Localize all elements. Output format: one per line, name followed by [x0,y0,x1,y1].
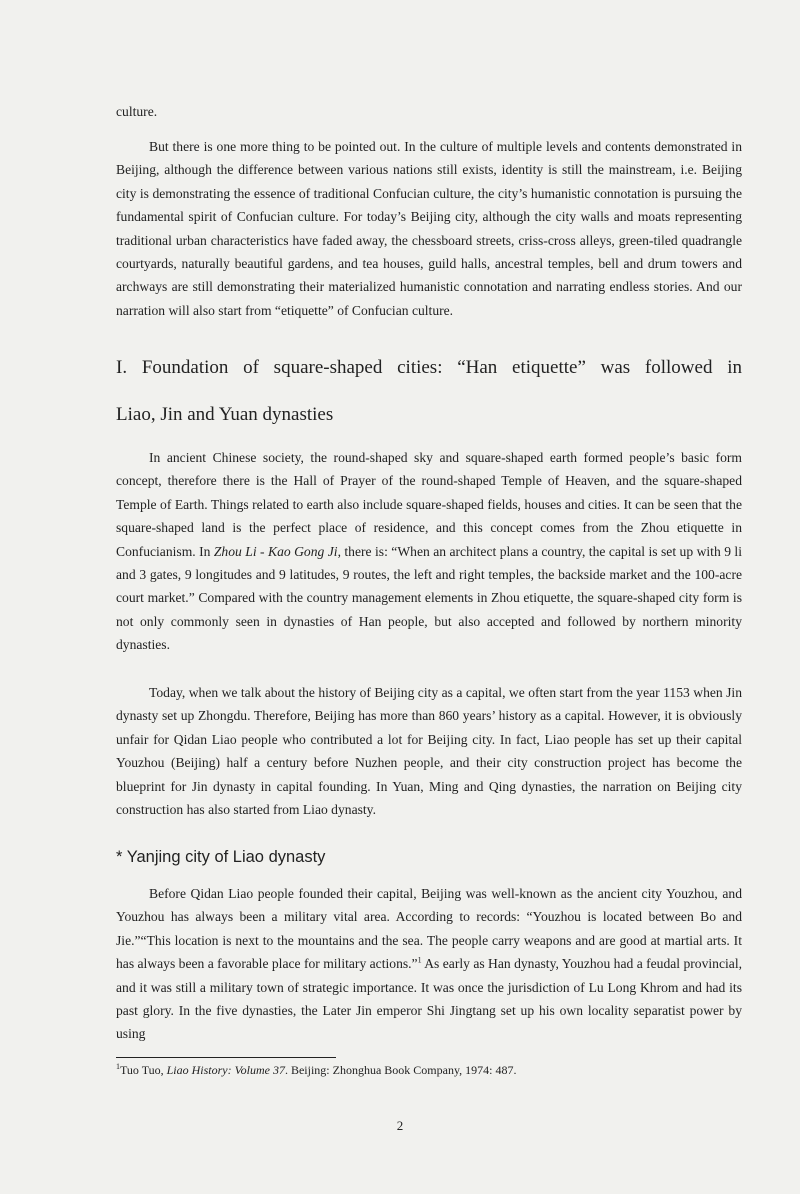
paragraph-block-3 [116,681,742,821]
paragraph-4-part-b: As early as Han dynasty, Youzhou had a feudal provincial, and it was still a military town of strategic importance. It was once the jurisdiction of Lu Long Khrom and had its past glory. In the five dynasties, the Later Jin emperor Shi Jingtang set up his own locality separatist power by using [116,956,742,1042]
footnote-text-b: . Beijing: Zhonghua Book Company, 1974: 487. [284,1063,517,1077]
page-number: 2 [396,1118,404,1133]
paragraph-1: But there is one more thing to be pointed out. In the culture of multiple levels and contents demonstrated in Beijing, although the difference between various nations still exists, identity is still the mainstream, i.e. Beijing city is demonstrating the essence of traditional Confucian culture, the city’s humanistic connotation is pursuing the fundamental spirit of Confucian culture. For today’s Beijing city, although the city walls and moats representing traditional urban characteristics have faded away, the chessboard streets, criss-cross alleys, green-tiled quadrangle courtyards, naturally beautiful gardens, and tea houses, guild halls, ancestral temples, bell and drum towers and archways are still demonstrating their materialized humanistic connotation and narrating endless stories. And our narration will also start from “etiquette” of Confucian culture. [116,139,742,318]
paragraph-4-part-a: Before Qidan Liao people founded their capital, Beijing was well-known as the ancient city Youzhou, and Youzhou has always been a military vital area. According to records: “Youzhou is located between Bo and Jie.”“This location is next to the mountains and the sea. The people carry weapons and are good at martial arts. It has always been a favorable place for military actions.” [116,886,742,972]
paragraph-continuation: culture. [116,104,158,119]
paragraph-2-part-a: In ancient Chinese society, the round-shaped sky and square-shaped earth formed people’s basic form concept, therefore there is the Hall of Prayer of the round-shaped Temple of Heaven, and the square-shaped Temple of Earth. Things related to earth also include square-shaped fields, houses and cities. It can be seen that the square-shaped land is the perfect place of residence, and this concept comes from the Zhou etiquette in Confucianism. In [116,450,742,559]
paragraph-block-1 [116,135,742,322]
footnote-reference: 1 [417,955,422,965]
section-heading-line-1: I. Foundation of square-shaped cities: “Han etiquette” was followed in [116,357,742,378]
paragraph-block-2 [116,446,742,657]
paragraph-block-4 [116,882,742,1046]
paragraph-2-italic-title: Zhou Li - Kao Gong Ji [213,543,338,559]
footnote-mark: 1 [116,1062,120,1071]
paragraph-4 [116,882,742,1046]
section-heading-line-2: Liao, Jin and Yuan dynasties [116,404,334,425]
paragraph-3: Today, when we talk about the history of Beijing city as a capital, we often start from the year 1153 when Jin dynasty set up Zhongdu. Therefore, Beijing has more than 860 years’ history as a capital. However, it is obviously unfair for Qidan Liao people who contributed a lot for Beijing city. In fact, Liao people has set up their capital Youzhou (Beijing) half a century before Nuzhen people, and their city construction project has become the blueprint for Jin dynasty in capital founding. In Yuan, Ming and Qing dynasties, the narration on Beijing city construction has also started from Liao dynasty. [116,685,742,818]
footnote-italic-title: Liao History: Volume 37 [166,1063,285,1077]
footnote [116,1063,517,1078]
footnote-text-a: Tuo Tuo, [120,1063,167,1077]
footnote-divider [116,1057,336,1058]
paragraph-2-part-b: , there is: “When an architect plans a country, the capital is set up with 9 li and 3 gates, 9 longitudes and 9 latitudes, 9 routes, the left and right temples, the backside market and the 100-acre court market.” Compared with the country management elements in Zhou etiquette, the square-shaped city form is not only commonly seen in dynasties of Han people, but also accepted and followed by northern minority dynasties. [116,543,742,653]
subsection-heading: * Yanjing city of Liao dynasty [116,848,326,866]
paragraph-2 [116,446,742,657]
